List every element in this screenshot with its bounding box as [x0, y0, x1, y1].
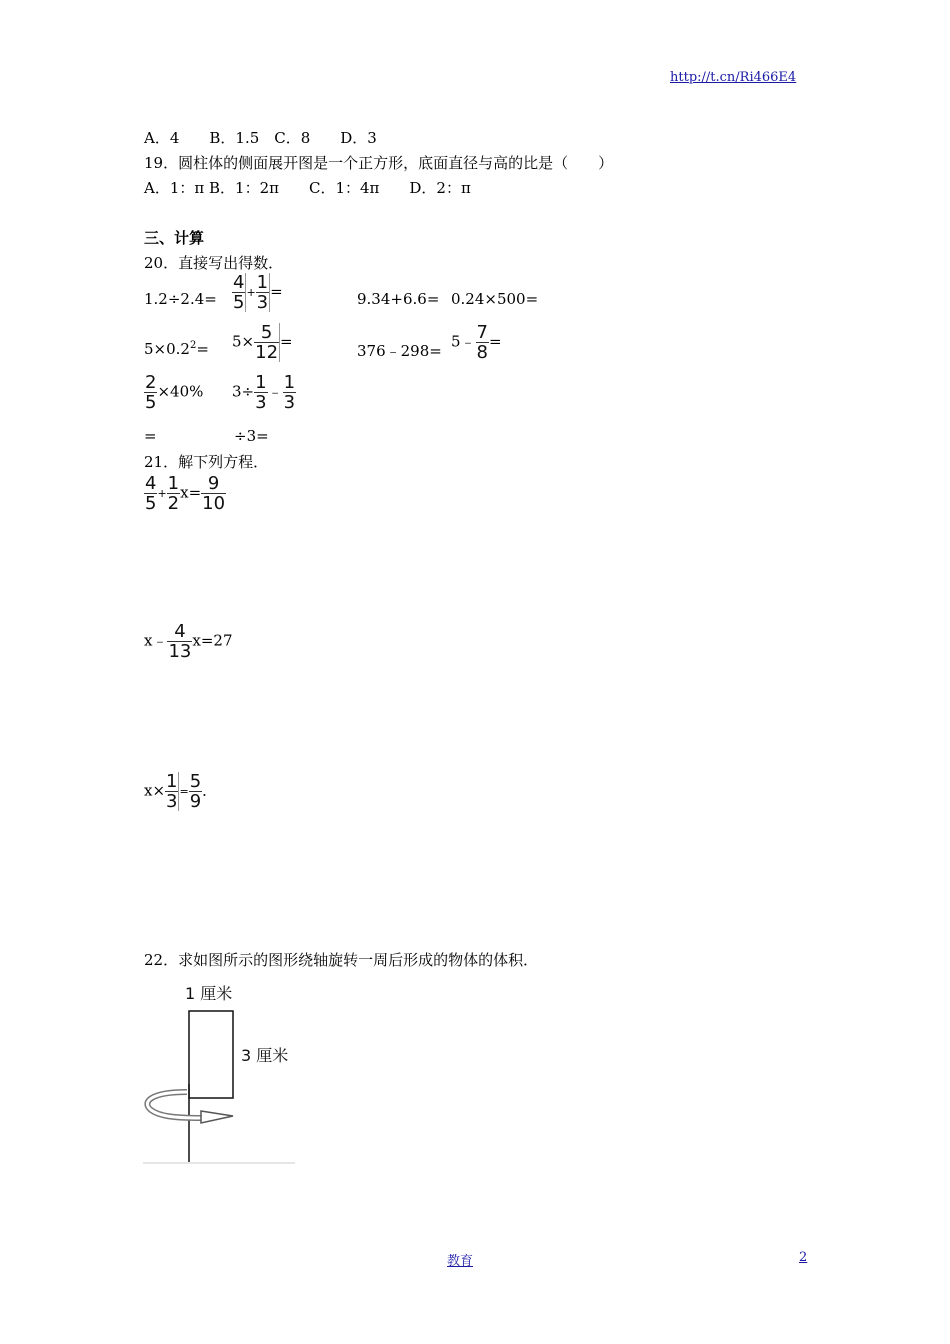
q18-options: A．4 B．1.5 C．8 D．3: [144, 129, 377, 147]
q20-r1d: 0.24×500=: [451, 290, 539, 308]
q21-stem: 21．解下列方程．: [144, 453, 269, 471]
height-label: 3 厘米: [241, 1046, 289, 1065]
q20-r1a: 1.2÷2.4=: [144, 290, 217, 308]
fraction: $\frac{5}{9}$: [189, 771, 202, 812]
fraction: $\frac{1}{3}$: [166, 771, 178, 812]
q19-stem: 19．圆柱体的侧面展开图是一个正方形，底面直径与高的比是（ ）: [144, 154, 614, 172]
q20-r1c: 9.34+6.6=: [357, 290, 440, 308]
fraction: $\frac{9}{10}$: [202, 473, 226, 514]
q20-r2a: $5\times 0.2^2=$: [144, 340, 209, 358]
fraction: $\frac{5}{12}$: [255, 322, 279, 363]
width-label: 1 厘米: [185, 984, 233, 1003]
q20-r2b: 5× $\frac{5}{12}$ =: [232, 322, 293, 363]
q20-r3a: $\frac{2}{5}$ ×40%: [145, 372, 204, 413]
fraction: $\frac{2}{5}$: [145, 372, 157, 413]
q19-options: A．1：π B．1：2π C．1：4π D．2：π: [144, 179, 471, 197]
rotation-arrow-head: [201, 1111, 233, 1123]
q20-r4a: =: [144, 427, 157, 445]
fraction: $\frac{1}{3}$: [283, 372, 296, 413]
fraction: $\frac{7}{8}$: [476, 322, 488, 363]
q20-r4b: ÷3=: [234, 427, 269, 445]
section-3-title: 三、计算: [144, 229, 205, 247]
q21-equation-3: x× $\frac{1}{3}$ = $\frac{5}{9}$ ．: [144, 771, 218, 812]
q21-equation-2: x﹣ $\frac{4}{13}$ x=27: [144, 621, 233, 662]
fraction: $\frac{4}{5}$: [233, 272, 245, 313]
q22-stem: 22．求如图所示的图形绕轴旋转一周后形成的物体的体积．: [144, 951, 539, 969]
rectangle-shape: [189, 1011, 233, 1098]
q21-equation-1: $\frac{4}{5}$ + $\frac{1}{2}$ x= $\frac{9}{10}$: [145, 473, 226, 514]
q20-r1b: $\frac{4}{5}$ + $\frac{1}{3}$ =: [233, 272, 283, 313]
page-number[interactable]: 2: [799, 1250, 808, 1265]
rotation-figure: [143, 978, 295, 1164]
fraction: $\frac{4}{13}$: [168, 621, 192, 662]
header-url-link[interactable]: http://t.cn/Ri466E4: [670, 70, 797, 85]
fraction: $\frac{1}{3}$: [255, 372, 267, 413]
q20-r2d: 5﹣ $\frac{7}{8}$ =: [451, 322, 502, 363]
q20-r3b: 3÷ $\frac{1}{3}$ ﹣ $\frac{1}{3}$: [232, 372, 296, 413]
q20-r2c: 376﹣298=: [357, 342, 442, 360]
rotation-figure-drawing: [143, 978, 295, 1164]
fraction: $\frac{1}{2}$: [167, 473, 180, 514]
fraction: $\frac{4}{5}$: [145, 473, 157, 514]
footer-link[interactable]: 教育: [447, 1254, 474, 1269]
q20-stem: 20．直接写出得数．: [144, 254, 284, 272]
fraction: $\frac{1}{3}$: [256, 272, 269, 313]
